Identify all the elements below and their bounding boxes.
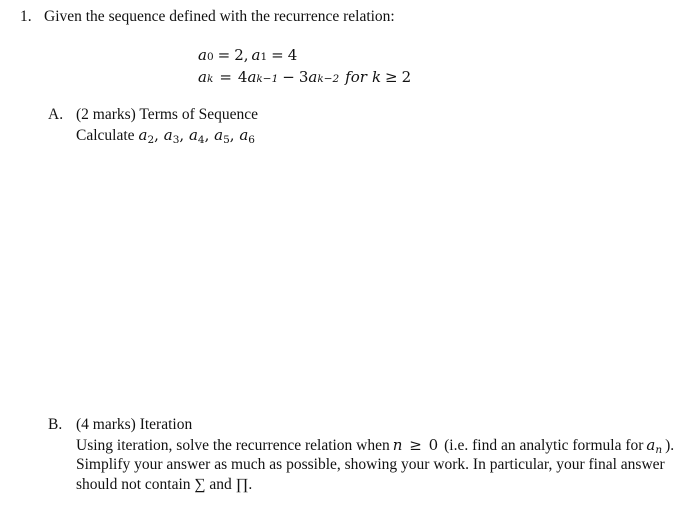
part-b-line-3: should not contain ∑ and ∏. [76, 476, 253, 493]
minus-sign: − [282, 68, 295, 86]
geq-sign: ≥ [385, 68, 398, 86]
term-variable: a [163, 126, 173, 144]
condition-expression [390, 436, 441, 454]
part-b-label: B. [48, 416, 63, 433]
term-variable: a [188, 126, 198, 144]
equals-sign: = [217, 46, 231, 64]
term-variable: a [239, 126, 249, 144]
question-text: Given the sequence defined with the recurrence relation: [44, 8, 395, 25]
recurrence-initial-conditions: a 0 = 2, a 1 = 4 [198, 46, 298, 64]
question-number: 1. [20, 8, 32, 25]
term-separator: , [179, 126, 185, 144]
a0-value: 2, [234, 46, 249, 64]
an-subscript: n [655, 444, 663, 456]
k-variable: k [371, 68, 382, 86]
term-variable: a [214, 126, 224, 144]
recurrence-relation: a k = 4 a k−1 − 3 a k−2 for k ≥ 2 [198, 68, 412, 86]
part-b-title: (4 marks) Iteration [76, 416, 193, 433]
term1-coefficient: 4 [237, 68, 248, 86]
part-b-line-1-prefix: Using iteration, solve the recurrence relation when [76, 437, 390, 454]
terms-list [135, 126, 255, 144]
term-subscript: 6 [248, 134, 255, 146]
part-b-line-1 [76, 436, 674, 455]
an-variable: a [646, 436, 656, 454]
part-a-title: (2 marks) Terms of Sequence [76, 106, 258, 123]
a1-value: 4 [287, 46, 298, 64]
condition-value: 0 [428, 436, 439, 454]
term1-variable: a [247, 68, 257, 86]
for-word: for [345, 68, 367, 86]
equals-sign: = [271, 46, 284, 64]
a0-variable: a [198, 46, 207, 64]
a1-variable: a [251, 46, 261, 64]
term-subscript: 4 [197, 134, 205, 146]
part-b-line-2: Simplify your answer as much as possible, showing your work. In particular, your final answer [76, 456, 665, 473]
geq-sign: ≥ [409, 436, 422, 454]
term2-coefficient: 3 [298, 68, 309, 86]
part-a-task-prefix: Calculate [76, 127, 135, 144]
part-a-task [76, 126, 255, 145]
ak-variable: a [198, 68, 207, 86]
an-expression [643, 436, 665, 454]
part-b-line-1-suffix: ). [665, 437, 674, 454]
term-separator: , [204, 126, 210, 144]
term2-variable: a [308, 68, 318, 86]
part-a-label: A. [48, 106, 64, 123]
term-subscript: 3 [172, 134, 180, 146]
term-separator: , [154, 126, 159, 144]
term-subscript: 2 [147, 134, 155, 146]
term-subscript: 5 [223, 134, 230, 146]
term-separator: , [229, 126, 235, 144]
part-b-line-1-mid: (i.e. find an analytic formula for [444, 437, 644, 454]
bound-value: 2 [401, 68, 412, 86]
term-variable: a [138, 126, 148, 144]
n-variable: n [392, 436, 403, 454]
equals-sign: = [219, 68, 232, 86]
